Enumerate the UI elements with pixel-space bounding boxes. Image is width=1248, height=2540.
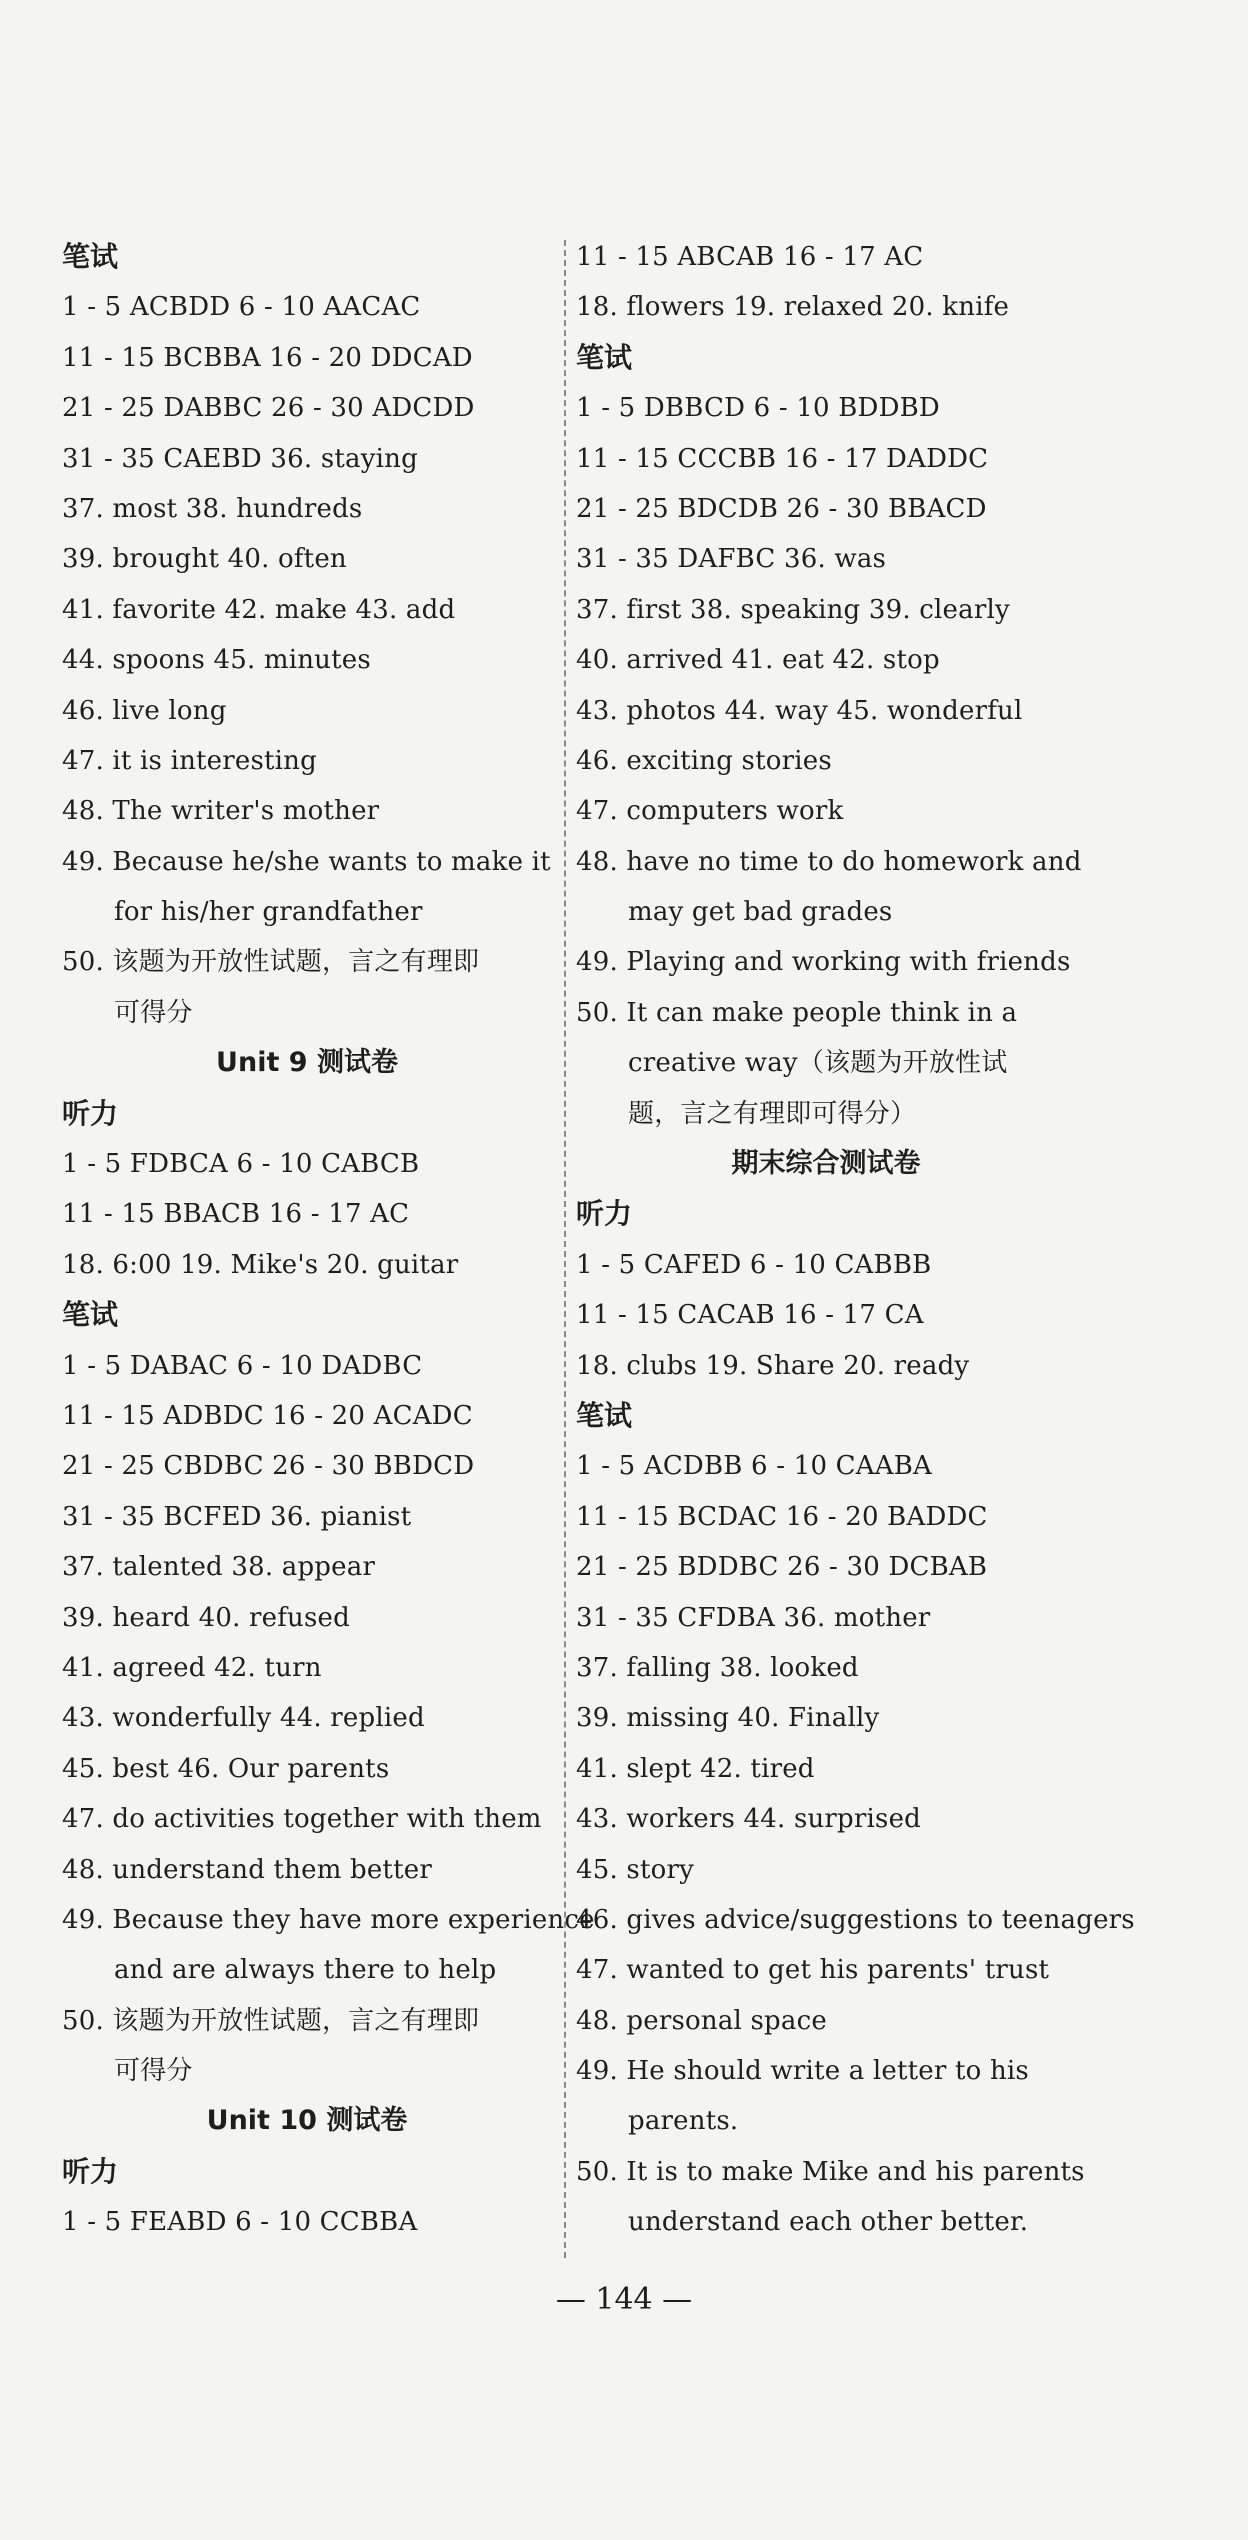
section-heading: 笔试 — [62, 1298, 119, 1332]
test-title: Unit 10 测试卷 — [206, 2105, 408, 2137]
answer-line: 41. slept 42. tired — [576, 1753, 815, 1784]
answer-line: 31 - 35 BCFED 36. pianist — [62, 1501, 412, 1532]
column-divider — [564, 240, 566, 2258]
answer-line: 46. exciting stories — [576, 745, 832, 776]
answer-line: 21 - 25 DABBC 26 - 30 ADCDD — [62, 393, 475, 424]
answer-line: 50. It is to make Mike and his parents — [576, 2156, 1085, 2187]
section-heading: 笔试 — [62, 240, 119, 273]
answer-line: 1 - 5 ACBDD 6 - 10 AACAC — [62, 292, 421, 323]
answer-line: 48. understand them better — [62, 1854, 432, 1885]
left-answer-column — [62, 232, 595, 2248]
answer-line: 11 - 15 BCDAC 16 - 20 BADDC — [576, 1501, 988, 1532]
answer-line: 1 - 5 CAFED 6 - 10 CABBB — [576, 1249, 932, 1280]
answer-line: 41. favorite 42. make 43. add — [62, 594, 456, 625]
answer-line: 11 - 15 CACAB 16 - 17 CA — [576, 1300, 924, 1331]
answer-line: 37. falling 38. looked — [576, 1652, 859, 1683]
answer-line: 50. It can make people think in a — [576, 997, 1018, 1028]
section-heading: 听力 — [62, 2154, 119, 2188]
answer-line: 48. personal space — [576, 2005, 827, 2036]
answer-line-continuation: 题，言之有理即可得分） — [628, 1098, 917, 1129]
answer-line: 1 - 5 FDBCA 6 - 10 CABCB — [62, 1149, 420, 1180]
answer-line: 48. have no time to do homework and — [576, 846, 1082, 877]
answer-line: 47. it is interesting — [62, 745, 317, 776]
answer-line: 18. 6:00 19. Mike's 20. guitar — [62, 1249, 459, 1280]
answer-line: 21 - 25 BDDBC 26 - 30 DCBAB — [576, 1552, 988, 1583]
answer-line: 39. brought 40. often — [62, 544, 347, 575]
test-title: Unit 9 测试卷 — [216, 1047, 398, 1079]
answer-line: 49. Because they have more experience — [62, 1904, 595, 1935]
answer-line: 1 - 5 FEABD 6 - 10 CCBBA — [62, 2207, 418, 2238]
right-answer-column — [576, 232, 1135, 2248]
answer-line-continuation: 可得分 — [114, 997, 193, 1028]
answer-line-continuation: may get bad grades — [628, 897, 893, 928]
answer-line: 11 - 15 ADBDC 16 - 20 ACADC — [62, 1400, 473, 1431]
answer-line: 18. flowers 19. relaxed 20. knife — [576, 292, 1010, 323]
answer-line: 46. live long — [62, 695, 227, 726]
answer-line: 50. 该题为开放性试题，言之有理即 — [62, 2005, 480, 2036]
answer-line: 44. spoons 45. minutes — [62, 645, 371, 676]
answer-line: 21 - 25 CBDBC 26 - 30 BBDCD — [62, 1451, 475, 1482]
answer-line: 21 - 25 BDCDB 26 - 30 BBACD — [576, 493, 987, 524]
answer-line-continuation: parents. — [628, 2106, 739, 2137]
answer-line: 11 - 15 BBACB 16 - 17 AC — [62, 1199, 410, 1230]
answer-line: 49. He should write a letter to his — [576, 2056, 1029, 2087]
answer-line: 50. 该题为开放性试题，言之有理即 — [62, 947, 480, 978]
test-title: 期末综合测试卷 — [731, 1148, 921, 1180]
answer-line: 47. wanted to get his parents' trust — [576, 1955, 1050, 1986]
answer-line: 18. clubs 19. Share 20. ready — [576, 1350, 970, 1381]
answer-line-continuation: and are always there to help — [114, 1955, 497, 1986]
answer-line: 11 - 15 ABCAB 16 - 17 AC — [576, 242, 924, 272]
answer-line: 31 - 35 CFDBA 36. mother — [576, 1602, 931, 1633]
answer-line: 43. wonderfully 44. replied — [62, 1703, 425, 1734]
answer-line: 37. first 38. speaking 39. clearly — [576, 594, 1010, 625]
section-heading: 听力 — [576, 1197, 633, 1231]
answer-line: 45. story — [576, 1854, 694, 1885]
answer-line: 1 - 5 ACDBB 6 - 10 CAABA — [576, 1451, 932, 1482]
answer-line-continuation: understand each other better. — [628, 2207, 1029, 2238]
answer-line: 1 - 5 DABAC 6 - 10 DADBC — [62, 1350, 423, 1381]
answer-line: 11 - 15 CCCBB 16 - 17 DADDC — [576, 443, 989, 474]
page-number: — 144 — — [555, 2282, 693, 2317]
answer-line: 43. workers 44. surprised — [576, 1804, 922, 1835]
answer-line: 49. Because he/she wants to make it — [62, 846, 551, 877]
answer-line: 40. arrived 41. eat 42. stop — [576, 645, 940, 676]
section-heading: 笔试 — [576, 340, 633, 374]
answer-line: 47. do activities together with them — [62, 1804, 542, 1835]
answer-line: 41. agreed 42. turn — [62, 1652, 322, 1683]
answer-line: 43. photos 44. way 45. wonderful — [576, 695, 1023, 726]
answer-line: 37. talented 38. appear — [62, 1552, 376, 1583]
answer-line: 39. missing 40. Finally — [576, 1703, 880, 1734]
section-heading: 笔试 — [576, 1398, 633, 1432]
answer-line: 37. most 38. hundreds — [62, 493, 363, 524]
answer-line: 49. Playing and working with friends — [576, 947, 1071, 978]
answer-line: 48. The writer's mother — [62, 796, 380, 827]
section-heading: 听力 — [62, 1096, 119, 1130]
answer-line: 11 - 15 BCBBA 16 - 20 DDCAD — [62, 342, 473, 373]
answer-line-continuation: creative way（该题为开放性试 — [628, 1048, 1008, 1079]
answer-line: 1 - 5 DBBCD 6 - 10 BDDBD — [576, 393, 940, 424]
answer-line: 47. computers work — [576, 796, 844, 827]
answer-line-continuation: for his/her grandfather — [114, 897, 423, 928]
answer-line: 45. best 46. Our parents — [62, 1753, 390, 1784]
answer-line: 31 - 35 DAFBC 36. was — [576, 544, 887, 575]
answer-line: 39. heard 40. refused — [62, 1602, 350, 1633]
answer-line: 31 - 35 CAEBD 36. staying — [62, 443, 418, 474]
answer-line: 46. gives advice/suggestions to teenagers — [576, 1904, 1135, 1935]
answer-line-continuation: 可得分 — [114, 2056, 193, 2087]
